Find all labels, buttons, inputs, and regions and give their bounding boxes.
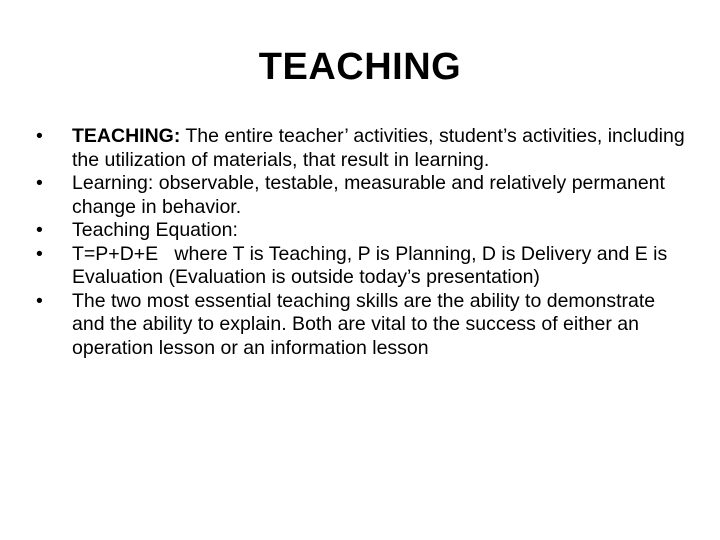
bullet-icon: • <box>36 125 43 147</box>
bullet-icon: • <box>36 172 43 194</box>
slide-title: TEACHING <box>258 46 462 88</box>
bullet-text: The two most essential teaching skills are the ability to demonstrate and the ability to explain. Both are vital to the success of either an operation lesson or an information lesson <box>72 289 656 359</box>
bullet-term: TEACHING: <box>72 125 181 147</box>
list-item-learning-definition <box>36 172 686 219</box>
bullet-text: Teaching Equation: <box>72 219 238 241</box>
bullet-text: T=P+D+E where T is Teaching, P is Planning, D is Delivery and E is Evaluation (Evaluation is outside today’s presentation) <box>72 242 673 288</box>
list-item-teaching-equation <box>36 243 686 290</box>
list-item-teaching-equation-heading <box>36 219 686 243</box>
bullet-icon: • <box>36 219 43 241</box>
list-item-essential-skills <box>36 290 686 361</box>
bullet-icon: • <box>36 289 43 312</box>
list-item-teaching-definition <box>36 125 686 172</box>
bullet-icon: • <box>36 242 43 265</box>
bullet-text: Learning: observable, testable, measurable and relatively permanent change in behavior. <box>72 172 665 218</box>
bullet-text: The entire teacher’ activities, student’s activities, including the utilization of materials, that result in learning. <box>72 125 685 171</box>
bullet-list <box>36 125 686 360</box>
